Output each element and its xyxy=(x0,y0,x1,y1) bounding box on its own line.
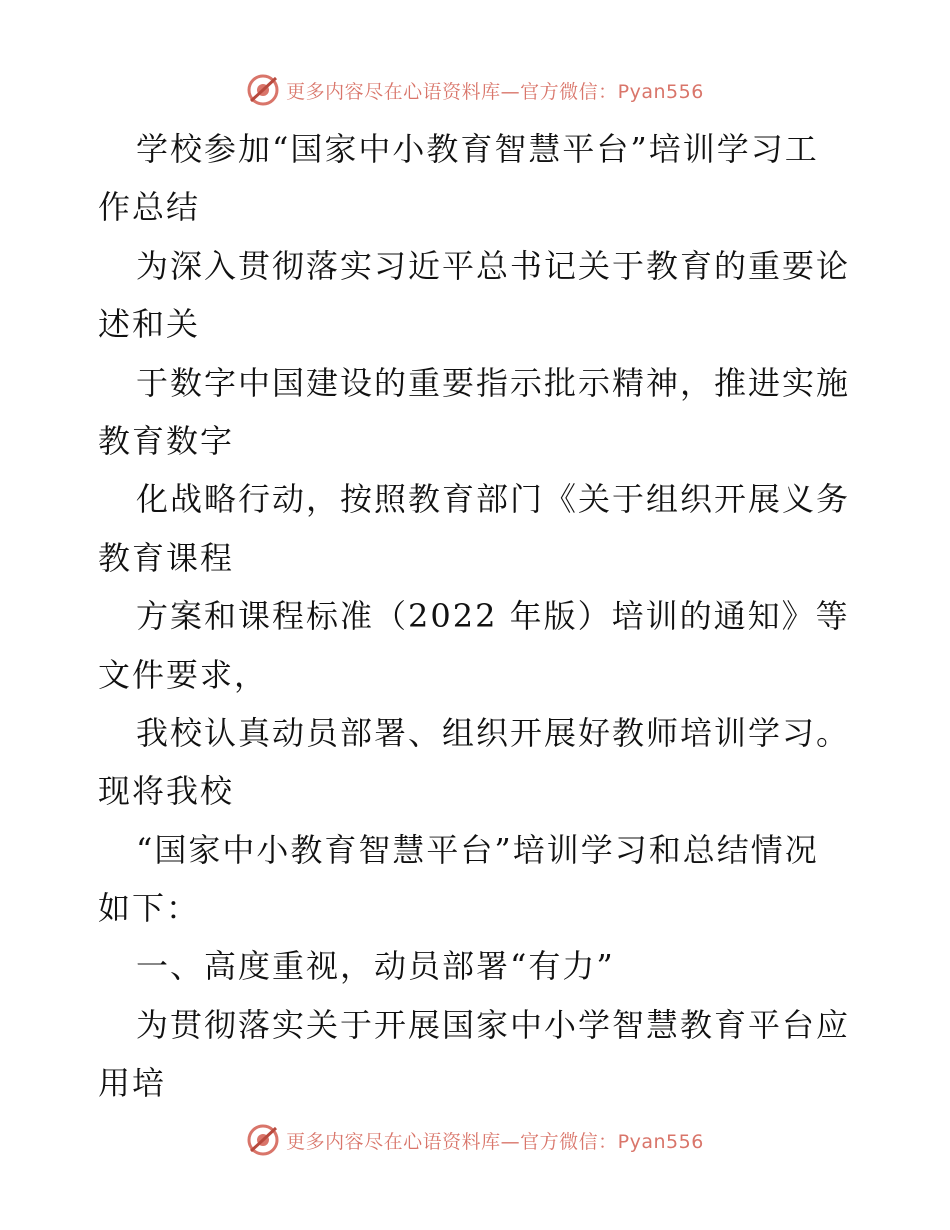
watermark-header xyxy=(0,70,950,110)
text-line: 用培 xyxy=(98,1064,167,1103)
text-line: 化战略行动，按照教育部门《关于组织开展义务 xyxy=(136,480,851,519)
text-line: 为深入贯彻落实习近平总书记关于教育的重要论 xyxy=(136,246,851,285)
text-line: 如下： xyxy=(98,889,201,928)
text-line: 文件要求， xyxy=(98,655,269,694)
text-line: 教育数字 xyxy=(98,421,235,460)
text-line: 学校参加“国家中小教育智慧平台”培训学习工 xyxy=(136,130,819,168)
watermark-text: 更多内容尽在心语资料库—官方微信：Pyan556 xyxy=(286,80,704,103)
text-line: 为贯彻落实关于开展国家中小学智慧教育平台应 xyxy=(136,1005,851,1044)
text-line: 述和关 xyxy=(98,305,201,344)
watermark-logo-icon xyxy=(246,1123,280,1157)
text-line: 方案和课程标准（2022 年版）培训的通知》等 xyxy=(136,597,850,636)
watermark-text: 更多内容尽在心语资料库—官方微信：Pyan556 xyxy=(286,1130,704,1153)
text-line: 我校认真动员部署、组织开展好教师培训学习。 xyxy=(136,713,851,752)
text-line: “国家中小教育智慧平台”培训学习和总结情况 xyxy=(136,830,819,869)
text-line: 作总结 xyxy=(98,188,201,227)
document-body xyxy=(98,120,858,1113)
text-line: 一、高度重视，动员部署“有力” xyxy=(136,947,615,986)
text-line: 教育课程 xyxy=(98,538,235,577)
text-line: 于数字中国建设的重要指示批示精神，推进实施 xyxy=(136,363,851,402)
watermark-footer xyxy=(0,1120,950,1160)
watermark-logo-icon xyxy=(246,73,280,107)
text-line: 现将我校 xyxy=(98,772,235,811)
